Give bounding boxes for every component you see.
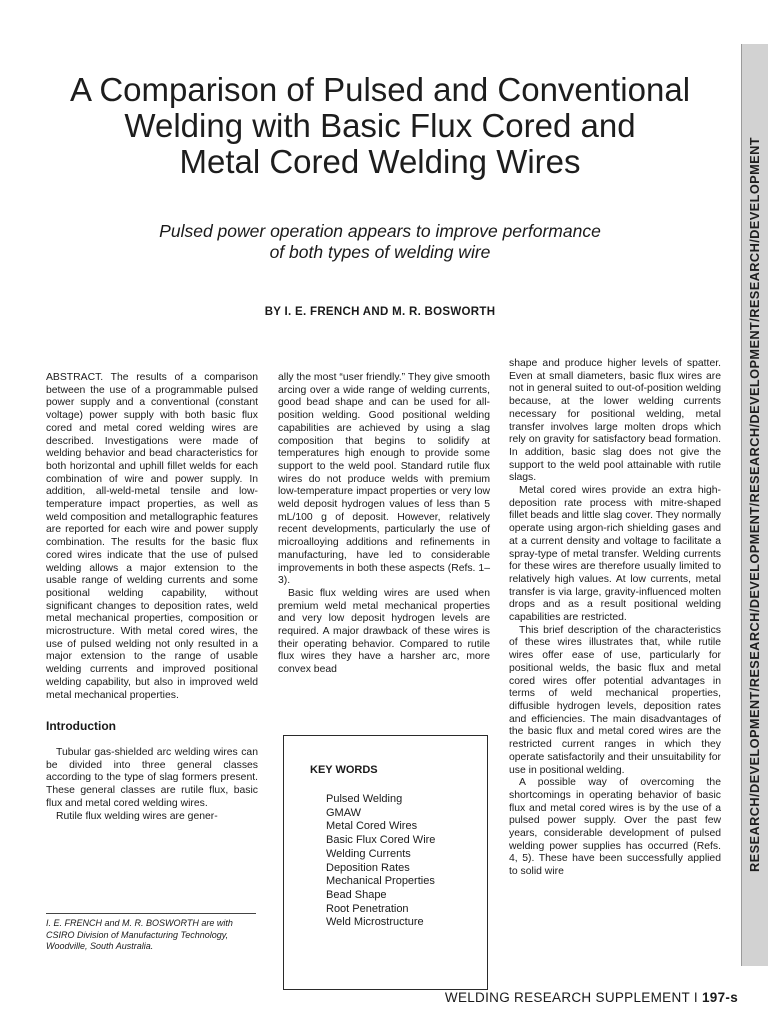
subtitle-line: of both types of welding wire <box>269 242 491 262</box>
page-number: 197-s <box>701 990 738 1005</box>
keywords-box <box>283 735 488 990</box>
keywords-list <box>310 793 487 930</box>
keywords-title: KEY WORDS <box>310 764 378 776</box>
keyword-item: Welding Currents <box>326 847 411 860</box>
author-footnote: I. E. FRENCH and M. R. BOSWORTH are with CSIRO Division of Manufacturing Technology, Woodville, South Australia. <box>46 918 233 951</box>
author-byline: BY I. E. FRENCH AND M. R. BOSWORTH <box>264 306 496 318</box>
keyword-item: Bead Shape <box>326 888 387 901</box>
abstract-paragraph: ABSTRACT. The results of a comparison between the use of a programmable pulsed power supply and a conventional (constant voltage) power supply with both basic flux cored and metal cored welding wires are described. Investigations were made of welding behavior and bead characteristics for both horizontal and uphill fillet welds for each combination of wire and power supply. In addition, all-weld-metal tensile and low-temperature impact properties, as well as weld composition and metallographic features are reported for each wire and power supply combination. The results for the basic flux cored wires indicate that the use of pulsed welding allows a major extension to the usable range of welding currents and some positional welding capability, without significant changes to deposition rates, weld metal mechanical properties, composition or microstructure. With metal cored wires, the use of pulsed welding not only resulted in a major extension to the range of usable welding currents and improved positional welding capability, but also in improved weld metal mechanical properties. <box>46 372 258 701</box>
keyword-item: Metal Cored Wires <box>326 820 418 833</box>
keyword-item: Weld Microstructure <box>326 916 424 929</box>
body-paragraph: Metal cored wires provide an extra high-deposition rate process with mitre-shaped fillet beads and little slag cover. They normally operate using argon-rich shielding gases and at a current density and voltage to facilitate a spray-type of metal transfer. Welding currents for these wires are therefore usually limited to relatively high values. At low currents, metal transfer is via large, gravity-influenced molten drops and as a result positional welding capabilities are restricted. <box>509 485 721 624</box>
body-paragraph: shape and produce higher levels of spatter. Even at small diameters, basic flux wires are not in general suited to out-of-position welding because, at the lower welding currents necessary for positional welding, metal transfer involves large molten drops which rely on gravity for satisfactory bead formation. In addition, basic slag does not give the support to the weld pool attainable with rutile slags. <box>509 358 721 484</box>
keyword-item: Deposition Rates <box>326 861 410 874</box>
keyword-item: Pulsed Welding <box>326 793 403 805</box>
title-line: Welding with Basic Flux Cored and <box>124 107 636 144</box>
section-heading-introduction: Introduction <box>46 719 116 734</box>
text-column-1 <box>46 372 258 823</box>
keyword-item: Basic Flux Cored Wire <box>326 834 436 847</box>
keyword-item: Root Penetration <box>326 902 409 915</box>
body-paragraph: Tubular gas-shielded arc welding wires can be divided into three general classes according to the type of slag formers present. These general classes are rutile flux, basic flux and metal cored welding wires. <box>46 746 258 809</box>
article-title <box>60 72 700 180</box>
side-tab-label: RESEARCH/DEVELOPMENT/RESEARCH/DEVELOPMENT/RESEARCH/DEVELOPMENT/RESEARCH/DEVELOPMENT <box>747 137 762 873</box>
title-line: Metal Cored Welding Wires <box>179 143 581 180</box>
text-column-3 <box>509 358 721 879</box>
keyword-item: GMAW <box>326 806 362 819</box>
subtitle-line: Pulsed power operation appears to improve performance <box>159 221 601 241</box>
body-paragraph: A possible way of overcoming the shortcomings in operating behavior of basic flux and metal cored wires is by the use of a pulsed power supply. Over the past few years, considerable development of pulsed welding power supplies has occurred (Refs. 4, 5). These have been successfully applied to solid wire <box>509 777 721 878</box>
journal-supplement-label: WELDING RESEARCH SUPPLEMENT I <box>444 990 698 1005</box>
article-subtitle <box>110 221 650 263</box>
body-paragraph: ally the most “user friendly.” They give smooth arcing over a wide range of welding currents, good bead shape and can be used for all-position welding. Good positional welding capabilities are achieved by using a slag composition that begins to solidify at temperatures high enough to provide some support to the weld pool. Standard rutile flux wires do not produce welds with premium low-temperature impact properties or very low weld deposit hydrogen values of less than 5 mL/100 g of deposit. However, relatively recent developments, particularly the use of microalloying additions and refinements in manufacturing, have led to considerable improvements in both these aspects (Refs. 1–3). <box>278 372 490 587</box>
footnote-divider <box>46 913 256 914</box>
body-paragraph: Rutile flux welding wires are gener- <box>56 810 218 822</box>
title-line: A Comparison of Pulsed and Conventional <box>69 71 691 108</box>
body-paragraph: This brief description of the characteristics of these wires illustrates that, while rutile wires offer ease of use, particularly for positional welds, the basic flux and metal cored wires offer potential advantages in terms of weld mechanical properties, diffusible hydrogen levels, deposition rates and efficiencies. The main disadvantages of the basic flux and metal cored wires are the restricted current ranges in which they operate satisfactorily and their unsuitability for use in positional welding. <box>509 624 721 776</box>
text-column-2 <box>278 372 490 677</box>
keyword-item: Mechanical Properties <box>326 875 435 888</box>
body-paragraph: Basic flux welding wires are used when premium weld metal mechanical properties and very low deposit hydrogen levels are required. A major drawback of these wires is their operating behavior. Compared to rutile flux wires they have a harsher arc, more convex bead <box>278 587 490 676</box>
page-footer <box>445 990 738 1005</box>
